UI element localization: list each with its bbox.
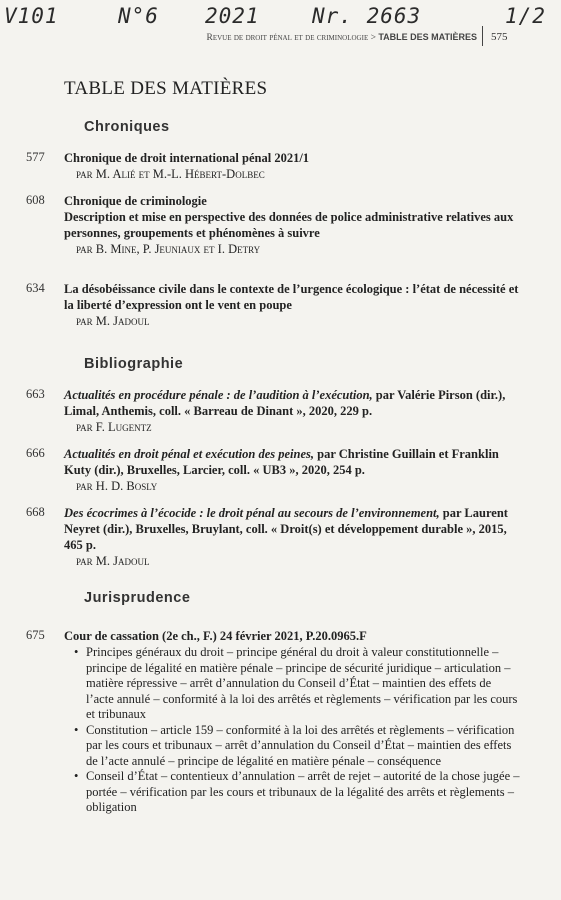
handwritten-part: 1/2 xyxy=(505,4,546,28)
page-number: 575 xyxy=(491,31,508,43)
page-title: TABLE DES MATIÈRES xyxy=(64,78,268,99)
entry-author: par M. Jadoul xyxy=(76,314,150,328)
entry-title-rest: par Laurent Neyret (dir.), Bruxelles, Bruylant, coll. « Droit(s) et développement durable », 2015, 465 p. xyxy=(64,506,508,552)
entry-page-number: 608 xyxy=(26,193,45,207)
toc-entry[interactable] xyxy=(20,387,521,435)
entry-title xyxy=(64,505,521,553)
entry-title: Cour de cassation (2e ch., F.) 24 février 2021, P.20.0965.F xyxy=(64,629,367,643)
keyword-item: • Constitution – article 159 – conformité à la loi des arrêtés et règlements – vérification par les cours et tribunaux – arrêt d’annulation du Conseil d’État – maintien des effets de l’acte annulé – principe de légalité en matière pénale – conséquence xyxy=(86,723,521,770)
section-heading-chroniques: Chroniques xyxy=(84,119,170,135)
entry-title-italic: Actualités en procédure pénale : de l’audition à l’exécution, xyxy=(64,388,373,402)
entry-title: Chronique de droit international pénal 2021/1 xyxy=(64,151,310,165)
handwritten-year: 2021 xyxy=(205,4,260,28)
entry-page-number: 663 xyxy=(26,387,45,401)
keyword-list xyxy=(64,645,521,816)
running-head-journal: Revue de droit pénal et de criminologie xyxy=(206,33,369,43)
entry-title-italic: Des écocrimes à l’écocide : le droit pénal au secours de l’environnement, xyxy=(64,506,440,520)
entry-title: La désobéissance civile dans le contexte de l’urgence écologique : l’état de nécessité et la liberté d’expression ont le vent en poupe xyxy=(64,282,519,312)
running-head-section: TABLE DES MATIÈRES xyxy=(378,32,477,42)
running-head xyxy=(206,32,477,43)
handwritten-volume: V101 xyxy=(4,4,59,28)
toc-entry[interactable] xyxy=(20,193,521,257)
entry-page-number: 634 xyxy=(26,281,45,295)
section-heading-jurisprudence: Jurisprudence xyxy=(84,590,191,606)
entry-page-number: 668 xyxy=(26,505,45,519)
toc-entry[interactable] xyxy=(20,628,521,816)
entry-title-italic: Actualités en droit pénal et exécution des peines, xyxy=(64,447,314,461)
entry-author: par M. Alié et M.-L. Hébert-Dolbec xyxy=(76,167,265,181)
entry-title xyxy=(64,387,521,419)
keyword-item: • Principes généraux du droit – principe général du droit à valeur constitutionnelle – principe de légalité en matière pénale – principe de sécurité juridique – articulation – matière répressive – arrêt d’annulation du Conseil d’État – maintien des effets de l’acte annulé – conformité à la loi des arrêtés et règlements – vérification par les cours et tribunaux xyxy=(86,645,521,723)
entry-title: Chronique de criminologie xyxy=(64,194,207,208)
section-heading-bibliographie: Bibliographie xyxy=(84,356,184,372)
running-head-separator: > xyxy=(370,33,376,43)
entry-title xyxy=(64,446,521,478)
entry-title-rest: par Valérie Pirson (dir.), Limal, Anthemis, coll. « Barreau de Dinant », 2020, 229 p. xyxy=(64,388,506,418)
toc-entry[interactable] xyxy=(20,150,521,182)
entry-page-number: 577 xyxy=(26,150,45,164)
entry-page-number: 666 xyxy=(26,446,45,460)
entry-subtitle: Description et mise en perspective des données de police administrative relatives aux personnes, groupements et phénomènes à suivre xyxy=(64,210,514,240)
entry-author: par H. D. Bosly xyxy=(76,479,158,493)
toc-entry[interactable] xyxy=(20,446,521,494)
entry-author: par F. Lugentz xyxy=(76,420,152,434)
keyword-item: • Conseil d’État – contentieux d’annulation – arrêt de rejet – autorité de la chose jugée – portée – vérification par les cours et tribunaux de la légalité des arrêts et règlements – obligation xyxy=(86,769,521,816)
toc-entry[interactable] xyxy=(20,281,521,329)
entry-author: par M. Jadoul xyxy=(76,554,150,568)
handwritten-number: N°6 xyxy=(118,4,159,28)
handwritten-reference: Nr. 2663 xyxy=(312,4,422,28)
entry-page-number: 675 xyxy=(26,628,45,642)
header-divider xyxy=(482,26,483,46)
toc-entry[interactable] xyxy=(20,505,521,569)
entry-title-rest: par Christine Guillain et Franklin Kuty (dir.), Bruxelles, Larcier, coll. « UB3 », 2020, 254 p. xyxy=(64,447,499,477)
entry-author: par B. Mine, P. Jeuniaux et I. Detry xyxy=(76,242,261,256)
